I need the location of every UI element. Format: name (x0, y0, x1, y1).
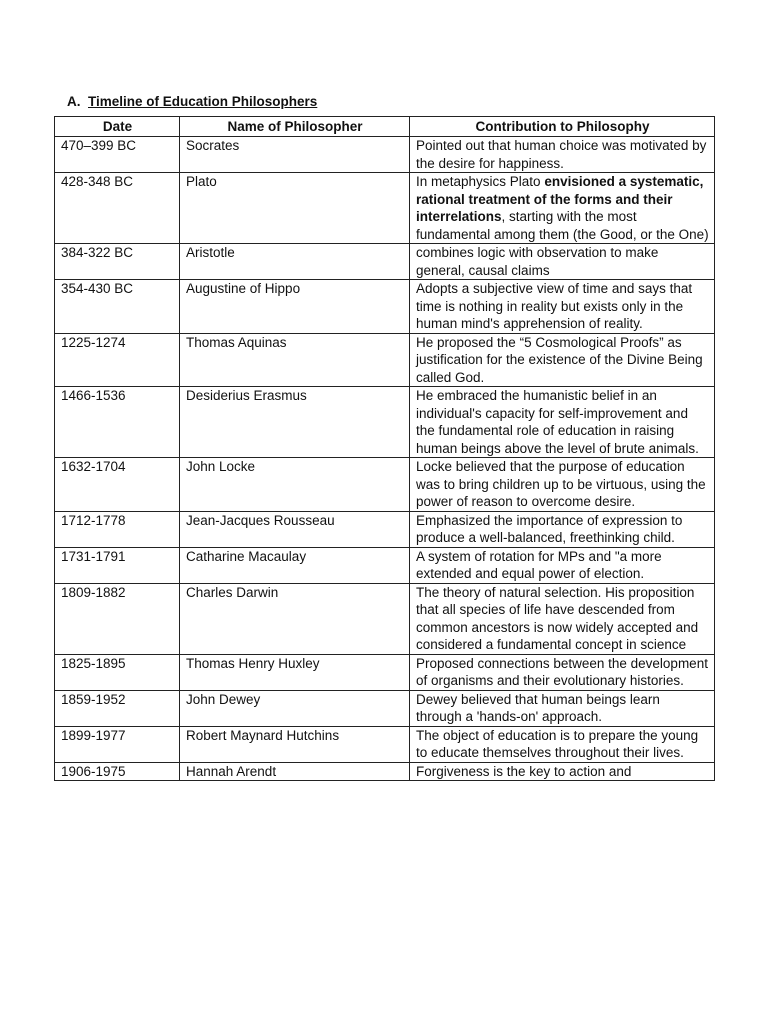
name-cell: Charles Darwin (180, 583, 410, 654)
name-cell: Desiderius Erasmus (180, 387, 410, 458)
contribution-cell (410, 173, 715, 244)
date-cell: 1712-1778 (55, 511, 180, 547)
name-cell: Hannah Arendt (180, 762, 410, 781)
contribution-cell: Locke believed that the purpose of education was to bring children up to be virtuous, using the power of reason to overcome desire. (410, 458, 715, 512)
contribution-cell: Proposed connections between the development of organisms and their evolutionary histories. (410, 654, 715, 690)
contribution-cell: Forgiveness is the key to action and (410, 762, 715, 781)
date-cell: 1899-1977 (55, 726, 180, 762)
section-heading (67, 94, 317, 109)
name-cell: John Locke (180, 458, 410, 512)
date-cell: 1825-1895 (55, 654, 180, 690)
contribution-text: , starting with the most fundamental among them (the Good, or the One) (416, 209, 709, 242)
date-cell: 470–399 BC (55, 137, 180, 173)
name-cell: Robert Maynard Hutchins (180, 726, 410, 762)
column-header-contribution: Contribution to Philosophy (410, 117, 715, 137)
table-row (55, 173, 715, 244)
contribution-cell: Dewey believed that human beings learn through a 'hands-on' approach. (410, 690, 715, 726)
column-header-name: Name of Philosopher (180, 117, 410, 137)
table-row (55, 547, 715, 583)
contribution-cell: Emphasized the importance of expression to produce a well-balanced, freethinking child. (410, 511, 715, 547)
contribution-cell: combines logic with observation to make general, causal claims (410, 244, 715, 280)
name-cell: Catharine Macaulay (180, 547, 410, 583)
date-cell: 1859-1952 (55, 690, 180, 726)
name-cell: Plato (180, 173, 410, 244)
name-cell: Jean-Jacques Rousseau (180, 511, 410, 547)
date-cell: 354-430 BC (55, 280, 180, 334)
name-cell: John Dewey (180, 690, 410, 726)
date-cell: 1809-1882 (55, 583, 180, 654)
name-cell: Socrates (180, 137, 410, 173)
date-cell: 384-322 BC (55, 244, 180, 280)
table-row (55, 762, 715, 781)
contribution-cell: The theory of natural selection. His proposition that all species of life have descended from common ancestors is now widely accepted and considered a fundamental concept in science (410, 583, 715, 654)
table-row (55, 654, 715, 690)
contribution-cell: The object of education is to prepare the young to educate themselves throughout their lives. (410, 726, 715, 762)
table-row (55, 137, 715, 173)
philosophers-table (54, 116, 715, 781)
contribution-cell: Adopts a subjective view of time and says that time is nothing in reality but exists only in the human mind's apprehension of reality. (410, 280, 715, 334)
date-cell: 1906-1975 (55, 762, 180, 781)
section-label: A. (67, 94, 81, 109)
table-row (55, 333, 715, 387)
name-cell: Augustine of Hippo (180, 280, 410, 334)
date-cell: 1632-1704 (55, 458, 180, 512)
contribution-cell: Pointed out that human choice was motivated by the desire for happiness. (410, 137, 715, 173)
table-row (55, 583, 715, 654)
section-title: Timeline of Education Philosophers (88, 94, 318, 109)
name-cell: Thomas Aquinas (180, 333, 410, 387)
date-cell: 1225-1274 (55, 333, 180, 387)
name-cell: Thomas Henry Huxley (180, 654, 410, 690)
contribution-emphasis: envisioned a systematic, rational treatment of the forms and their interrelations (416, 174, 704, 224)
column-header-date: Date (55, 117, 180, 137)
date-cell: 1466-1536 (55, 387, 180, 458)
contribution-cell: He embraced the humanistic belief in an individual's capacity for self-improvement and the fundamental role of education in raising human beings above the level of brute animals. (410, 387, 715, 458)
table-row (55, 458, 715, 512)
table-row (55, 244, 715, 280)
table-row (55, 511, 715, 547)
table-header-row (55, 117, 715, 137)
table-row (55, 387, 715, 458)
table-row (55, 726, 715, 762)
table-row (55, 690, 715, 726)
contribution-text: In metaphysics Plato (416, 174, 545, 189)
name-cell: Aristotle (180, 244, 410, 280)
contribution-cell: A system of rotation for MPs and "a more extended and equal power of election. (410, 547, 715, 583)
date-cell: 1731-1791 (55, 547, 180, 583)
date-cell: 428-348 BC (55, 173, 180, 244)
table-row (55, 280, 715, 334)
contribution-cell: He proposed the “5 Cosmological Proofs” as justification for the existence of the Divine Being called God. (410, 333, 715, 387)
